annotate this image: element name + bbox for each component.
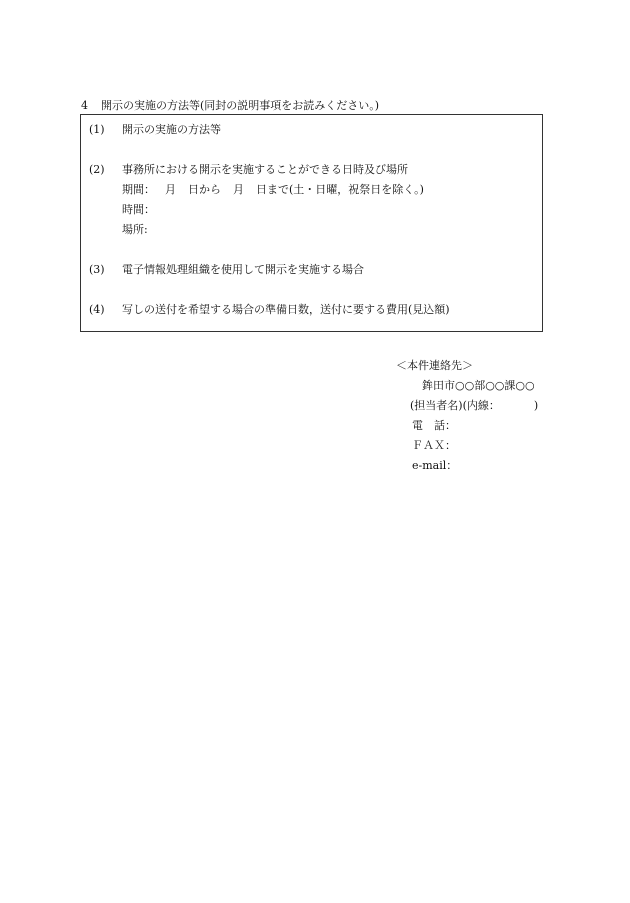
contact-fax: ＦＡＸ： (412, 439, 456, 452)
section-title: 開示の実施の方法等(同封の説明事項をお読みください。) (101, 99, 380, 112)
item-3-label: 電子情報処理組織を使用して開示を実施する場合 (122, 263, 364, 276)
contact-department: 鉾田市○○部○○課○○ (422, 379, 535, 392)
contact-person-label: (担当者名)(内線： (410, 399, 500, 412)
item-2 (89, 161, 408, 177)
item-1-label: 開示の実施の方法等 (122, 123, 221, 136)
time-label: 時間： (122, 203, 155, 216)
place-label: 場所: (122, 223, 148, 236)
contact-person (410, 397, 538, 413)
disclosure-method-box (80, 114, 543, 332)
period-line (122, 181, 424, 197)
contact-heading: ＜本件連絡先＞ (396, 359, 473, 372)
section-heading (81, 97, 379, 113)
period-month-2: 月 (233, 183, 244, 196)
contact-person-close: ) (533, 399, 539, 412)
contact-phone: 電 話： (412, 419, 456, 432)
item-2-label: 事務所における開示を実施することができる日時及び場所 (122, 163, 408, 176)
item-1 (89, 121, 221, 137)
item-4 (89, 301, 450, 317)
section-number: 4 (81, 99, 88, 112)
period-day-until: 日まで(土・日曜，祝祭日を除く。) (256, 183, 424, 196)
period-day-from: 日から (188, 183, 221, 196)
item-2-number: (2) (89, 163, 105, 176)
item-1-number: (1) (89, 123, 105, 136)
contact-email: e-mail： (412, 459, 458, 472)
item-3-number: (3) (89, 263, 105, 276)
item-4-label: 写しの送付を希望する場合の準備日数，送付に要する費用(見込額) (122, 303, 450, 316)
period-label: 期間： (122, 183, 155, 196)
time-line (122, 201, 155, 217)
item-3 (89, 261, 364, 277)
period-month-1: 月 (165, 183, 176, 196)
place-line (122, 221, 148, 237)
item-4-number: (4) (89, 303, 105, 316)
